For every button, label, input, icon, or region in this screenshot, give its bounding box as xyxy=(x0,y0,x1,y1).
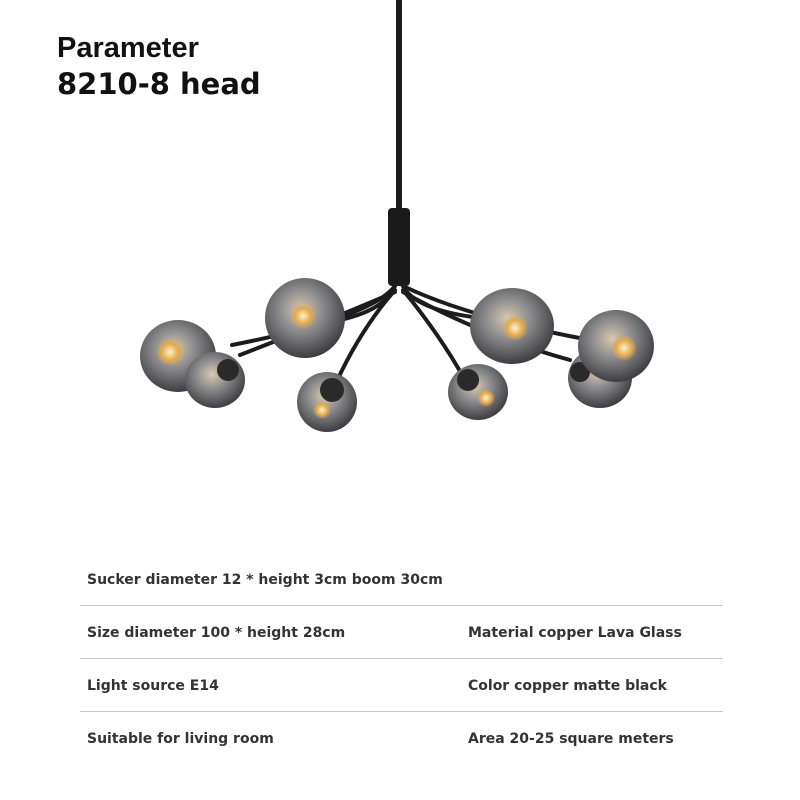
spec-suitable: Suitable for living room xyxy=(87,731,274,747)
spec-material: Material copper Lava Glass xyxy=(468,625,682,641)
spec-sucker: Sucker diameter 12 * height 3cm boom 30cm xyxy=(87,572,443,588)
spec-row xyxy=(80,606,723,659)
spec-row xyxy=(80,659,723,712)
center-body xyxy=(388,208,410,286)
spec-table xyxy=(80,553,723,764)
spec-row xyxy=(80,712,723,764)
model-heading: 8210-8 head xyxy=(57,67,261,102)
spec-area: Area 20-25 square meters xyxy=(468,731,674,747)
spec-size: Size diameter 100 * height 28cm xyxy=(87,625,346,641)
spec-row xyxy=(80,553,723,606)
spec-light-source: Light source E14 xyxy=(87,678,219,694)
parameter-heading: Parameter xyxy=(57,32,199,64)
spec-color: Color copper matte black xyxy=(468,678,667,694)
glass-globes xyxy=(140,278,654,432)
suspension-rod xyxy=(396,0,402,210)
